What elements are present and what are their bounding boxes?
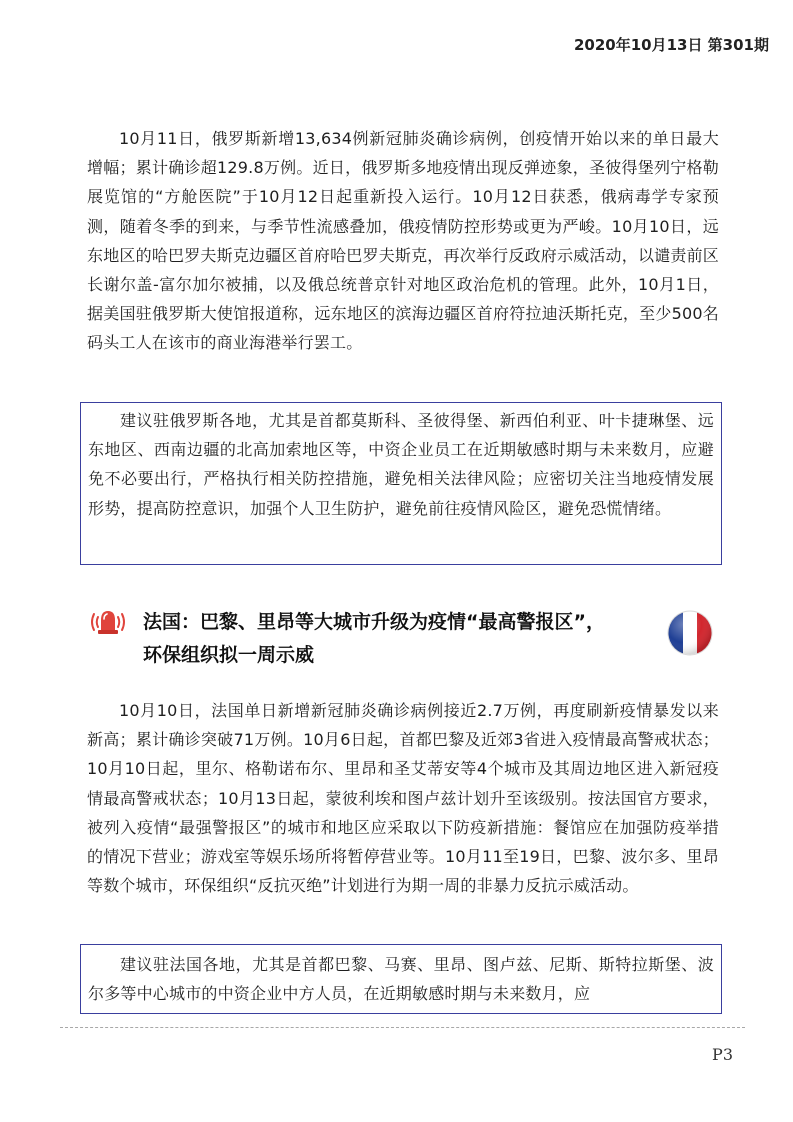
france-advisory-text: 建议驻法国各地，尤其是首都巴黎、马赛、里昂、图卢兹、尼斯、斯特拉斯堡、波尔多等中心城市的中资企业中方人员，在近期敏感时期与未来数月，应	[88, 955, 714, 1004]
france-heading-line2: 环保组织拟一周示威	[143, 644, 315, 666]
france-paragraph: 10月10日，法国单日新增新冠肺炎确诊病例接近2.7万例，再度刷新疫情暴发以来新高；累计确诊突破71万例。10月6日起，首都巴黎及近郊3省进入疫情最高警戒状态；10月10日起，里尔、格勒诺布尔、里昂和圣艾蒂安等4个城市及其周边地区进入新冠疫情最高警戒状态；10月13日起，蒙彼利埃和图卢兹计划升至该级别。按法国官方要求，被列入疫情“最强警报区”的城市和地区应采取以下防疫新措施：餐馆应在加强防疫举措的情况下营业；游戏室等娱乐场所将暂停营业等。10月11至19日，巴黎、波尔多、里昂等数个城市，环保组织“反抗灭绝”计划进行为期一周的非暴力反抗示威活动。	[87, 701, 719, 896]
issue-date: 2020年10月13日 第301期	[573, 36, 769, 54]
russia-advisory-box	[80, 402, 722, 565]
footer-divider	[60, 1027, 745, 1028]
france-advisory-box	[80, 944, 722, 1014]
france-section-heading	[143, 606, 663, 672]
russia-advisory-text: 建议驻俄罗斯各地，尤其是首都莫斯科、圣彼得堡、新西伯利亚、叶卡捷琳堡、远东地区、西南边疆的北高加索地区等，中资企业员工在近期敏感时期与未来数月，应避免不必要出行，严格执行相关防控措施，避免相关法律风险；应密切关注当地疫情发展形势，提高防控意识，加强个人卫生防护，避免前往疫情风险区，避免恐慌情绪。	[88, 411, 714, 518]
page-number: P3	[712, 1045, 733, 1064]
france-heading-line1: 法国：巴黎、里昂等大城市升级为疫情“最高警报区”，	[143, 611, 605, 633]
alarm-bell-icon	[88, 606, 128, 638]
france-flag-icon	[667, 610, 713, 656]
russia-paragraph: 10月11日，俄罗斯新增13,634例新冠肺炎确诊病例，创疫情开始以来的单日最大增幅；累计确诊超129.8万例。近日，俄罗斯多地疫情出现反弹迹象，圣彼得堡列宁格勒展览馆的“方舱医院”于10月12日起重新投入运行。10月12日获悉，俄病毒学专家预测，随着冬季的到来，与季节性流感叠加，俄疫情防控形势或更为严峻。10月10日，远东地区的哈巴罗夫斯克边疆区首府哈巴罗夫斯克，再次举行反政府示威活动，以谴责前区长谢尔盖-富尔加尔被捕，以及俄总统普京针对地区政治危机的管理。此外，10月1日，据美国驻俄罗斯大使馆报道称，远东地区的滨海边疆区首府符拉迪沃斯托克，至少500名码头工人在该市的商业海港举行罢工。	[87, 129, 719, 353]
